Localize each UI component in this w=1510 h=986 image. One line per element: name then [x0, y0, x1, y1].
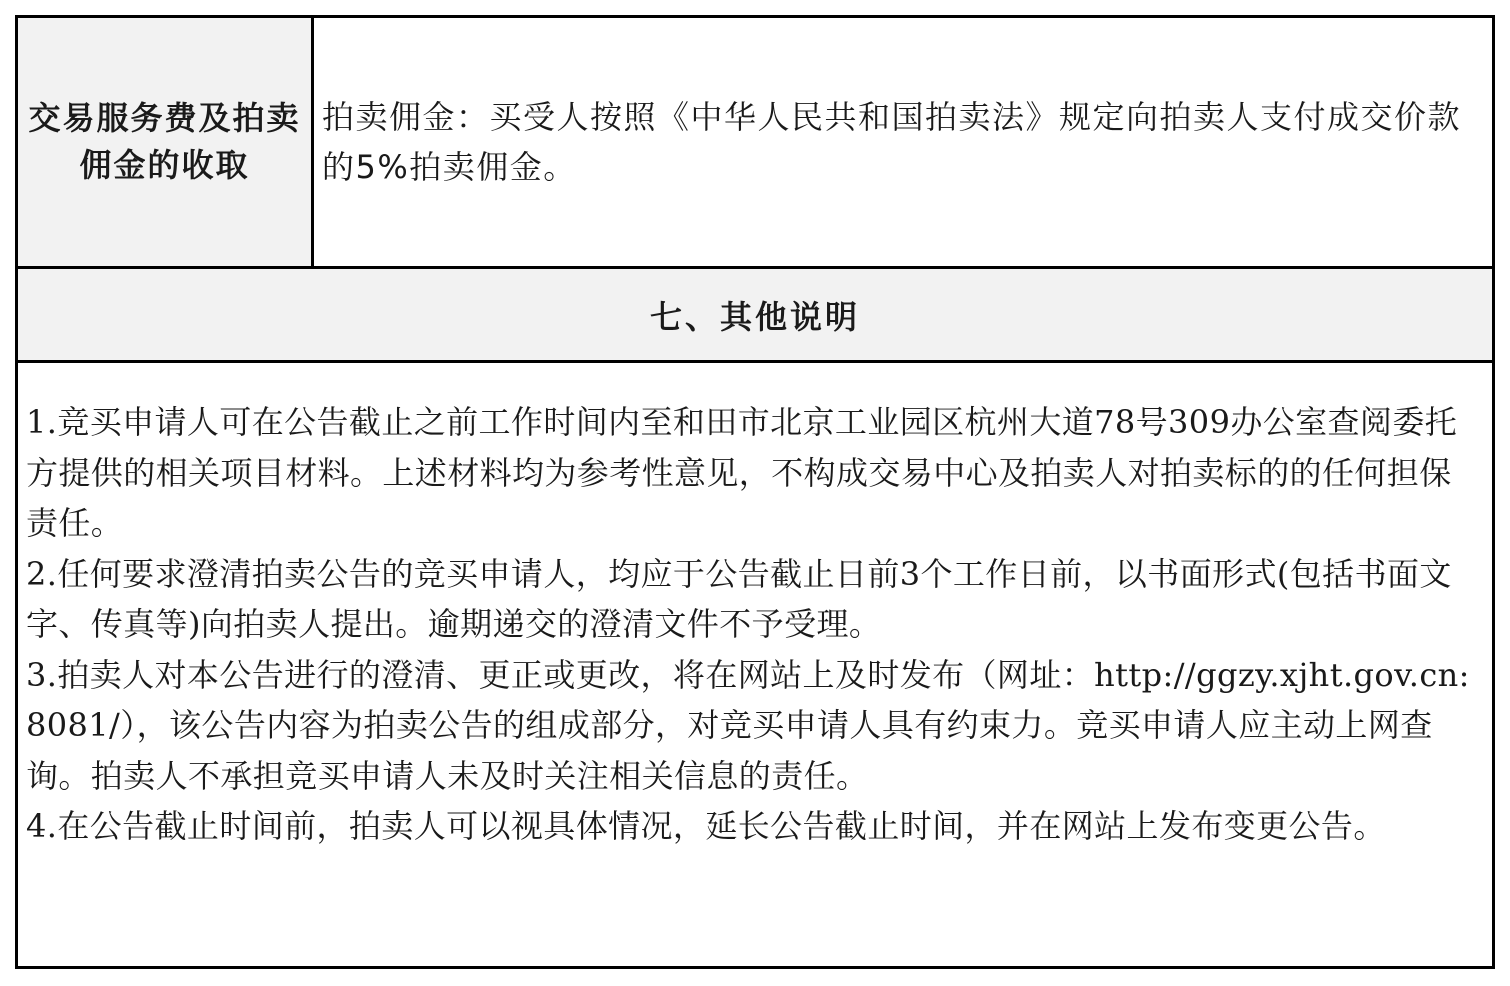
section-header-row — [18, 269, 1492, 363]
note-item-4: 4.在公告截止时间前，拍卖人可以视具体情况，延长公告截止时间，并在网站上发布变更公告。 — [26, 807, 1386, 845]
fee-label-cell — [18, 18, 314, 266]
fee-content: 拍卖佣金：买受人按照《中华人民共和国拍卖法》规定向拍卖人支付成交价款的5%拍卖佣金。 — [322, 98, 1462, 186]
fee-content-cell — [314, 18, 1492, 266]
fee-label: 交易服务费及拍卖佣金的收取 — [28, 99, 301, 184]
fee-row — [18, 18, 1492, 269]
note-item-1: 1.竞买申请人可在公告截止之前工作时间内至和田市北京工业园区杭州大道78号309办公室查阅委托方提供的相关项目材料。上述材料均为参考性意见，不构成交易中心及拍卖人对拍卖标的的任何担保责任。 — [26, 403, 1458, 542]
notes-row — [18, 363, 1492, 966]
note-item-2: 2.任何要求澄清拍卖公告的竞买申请人，均应于公告截止日前3个工作日前，以书面形式(包括书面文字、传真等)向拍卖人提出。逾期递交的澄清文件不予受理。 — [26, 554, 1452, 643]
section-title: 七、其他说明 — [649, 297, 860, 336]
note-item-3: 3.拍卖人对本公告进行的澄清、更正或更改，将在网站上及时发布（网址：http://ggzy.xjht.gov.cn:8081/），该公告内容为拍卖公告的组成部分，对竞买申请人具有约束力。竞买申请人应主动上网查询。拍卖人不承担竞买申请人未及时关注相关信息的责任。 — [26, 655, 1470, 795]
announcement-table — [15, 15, 1495, 969]
